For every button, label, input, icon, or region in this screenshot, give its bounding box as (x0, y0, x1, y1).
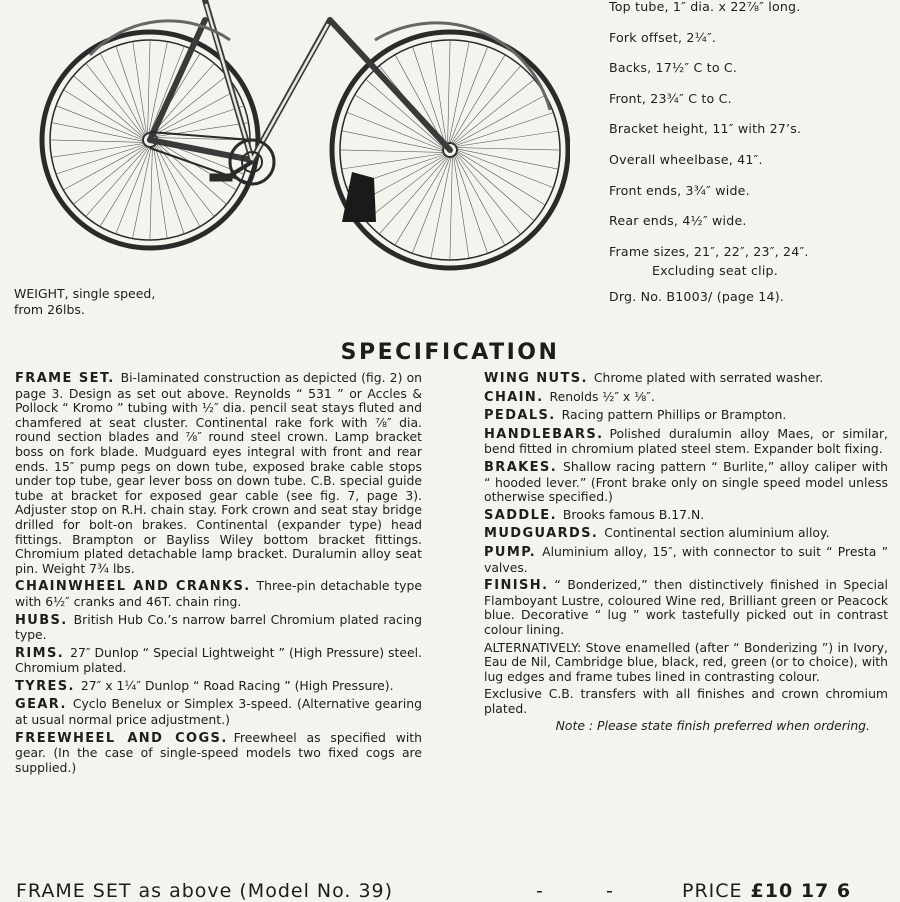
specification-title: SPECIFICATION (340, 340, 560, 365)
spec-tyres (15, 679, 422, 695)
spec-heading: PUMP. (484, 544, 537, 560)
dim-fork-offset: Fork offset, 2¼″. (609, 29, 717, 45)
spec-text: Cyclo Benelux or Simplex 3-speed. (Alternative gearing at usual normal price adjustment.) (15, 696, 422, 728)
spec-text: “ Bonderized,” then distinctively finished in Special Flamboyant Lustre, coloured Wine red, Brilliant green or Peacock blue. Decorative “ lug ” work tastefully picked out in contrast colour lining. (484, 577, 888, 637)
price-line-dash-1: - (536, 880, 544, 902)
spec-heading: BRAKES. (484, 459, 558, 475)
spec-heading: RIMS. (15, 645, 65, 661)
spec-text: 27″ x 1¼″ Dunlop “ Road Racing ” (High Pressure). (80, 677, 394, 693)
spec-pedals (484, 408, 888, 424)
weight-caption (14, 286, 155, 318)
bicycle-illustration (30, 0, 570, 282)
weight-line-2: from 26lbs. (14, 302, 85, 317)
dim-wheelbase: Overall wheelbase, 41″. (609, 151, 763, 167)
spec-text: Chrome plated with serrated washer. (593, 370, 824, 385)
spec-text: Renolds ½″ x ⅛″. (549, 388, 655, 404)
spec-text: Brooks famous B.17.N. (562, 506, 705, 522)
spec-exclusive-transfers: Exclusive C.B. transfers with all finishes and crown chromium plated. (484, 686, 888, 716)
drawing-reference: Drg. No. B1003/ (page 14). (609, 289, 785, 304)
spec-text: Polished duralumin alloy Maes, or similar, bend fitted in chromium plated steel stem. Expander bolt fixing. (484, 425, 888, 457)
spec-frame-set (15, 371, 422, 576)
spec-heading: HANDLEBARS. (484, 426, 604, 442)
spec-text: Bi-laminated construction as depicted (fig. 2) on page 3. Design as set out above. Reynolds “ 531 ” or Accles & Pollock “ Kromo ” tubing with ½″ dia. pencil seat stays fluted and chamfered at seat cluster. Continental rake fork with ⅞″ dia. round section blades and ⅞″ round steel crown. Lamp bracket boss on fork blade. Mudguard eyes integral with front and rear ends. 15″ pump pegs on down tube, exposed brake cable stops under top tube, gear lever boss on down tube. C.B. special guide tube at bracket for exposed gear cable (see fig. 7, page 3). Adjuster stop on R.H. chain stay. Fork crown and seat stay bridge drilled for bolt-on brakes. Continental (expander type) head fittings. Brampton or Bayliss Wiley bottom bracket fittings. Chromium plated detachable lamp bracket. Duralumin alloy seat pin. Weight 7¾ lbs. (15, 370, 422, 576)
dim-top-tube: Top tube, 1″ dia. x 22⅞″ long. (609, 0, 801, 14)
spec-text: 27″ Dunlop “ Special Lightweight ” (High Pressure) steel. Chromium plated. (15, 644, 422, 676)
price-line-dash-2: - (606, 880, 614, 902)
dim-rear-ends: Rear ends, 4½″ wide. (609, 213, 747, 229)
price-label: PRICE (682, 880, 743, 902)
spec-text: Racing pattern Phillips or Brampton. (561, 407, 787, 423)
spec-freewheel (15, 731, 422, 776)
spec-text: Three-pin detachable type with 6½″ cranks and 46T. chain ring. (15, 578, 422, 609)
dim-sub-text: Excluding seat clip. (652, 263, 778, 279)
spec-pump (484, 545, 888, 575)
dim-backs: Backs, 17½″ C to C. (609, 60, 738, 76)
dim-bracket-height: Bracket height, 11″ with 27’s. (609, 121, 802, 137)
spec-chainwheel (15, 579, 422, 609)
spec-wing-nuts (484, 371, 888, 387)
spec-heading: FREEWHEEL AND COGS. (15, 730, 228, 746)
dim-frame-sizes-note (609, 263, 894, 278)
spec-heading: WING NUTS. (484, 371, 588, 386)
spec-heading: PEDALS. (484, 408, 556, 424)
spec-hubs (15, 613, 422, 643)
spec-heading: MUDGUARDS. (484, 526, 599, 542)
dim-frame-sizes: Frame sizes, 21″, 22″, 23″, 24″. (609, 243, 809, 259)
spec-left-column (15, 371, 422, 778)
price-line-label: FRAME SET as above (Model No. 39) (16, 880, 394, 902)
spec-brakes (484, 460, 888, 505)
dim-front: Front, 23¾″ C to C. (609, 90, 732, 106)
spec-alternatively: ALTERNATIVELY: Stove enamelled (after “ Bonderizing ”) in Ivory, Eau de Nil, Cambridge blue, black, red, green (or to choice), with lug edges and frame tubes lined in contrasting colour. (484, 639, 888, 684)
price-amount: £10 17 6 (750, 880, 852, 902)
spec-heading: CHAIN. (484, 389, 544, 405)
spec-right-column (484, 371, 888, 734)
spec-text: Shallow racing pattern “ Burlite,” alloy caliper with “ hooded lever.” (Front brake only on single speed model unless otherwise specified.) (484, 458, 888, 505)
spec-saddle (484, 508, 888, 524)
finish-note: Note : Please state finish preferred when ordering. (555, 718, 870, 734)
spec-mudguards (484, 526, 888, 542)
price-block (682, 880, 851, 902)
spec-text: Freewheel as specified with gear. (In the case of single-speed models two fixed cogs are supplied.) (15, 729, 422, 775)
spec-finish (484, 578, 888, 637)
weight-line-1: WEIGHT, single speed, (14, 286, 156, 301)
spec-heading: SADDLE. (484, 507, 557, 523)
spec-heading: TYRES. (15, 678, 75, 694)
spec-heading: HUBS. (15, 612, 68, 628)
spec-text: Continental section aluminium alloy. (604, 525, 830, 541)
spec-chain (484, 390, 888, 406)
spec-text: British Hub Co.’s narrow barrel Chromium plated racing type. (15, 611, 422, 643)
dim-front-ends: Front ends, 3¾″ wide. (609, 182, 750, 198)
spec-rims (15, 646, 422, 676)
spec-gear (15, 697, 422, 727)
spec-handlebars (484, 427, 888, 457)
spec-heading: GEAR. (15, 697, 67, 713)
spec-heading: FRAME SET. (15, 371, 115, 386)
spec-heading: FINISH. (484, 578, 549, 594)
dimensions-list (609, 0, 894, 278)
spec-text: Aluminium alloy, 15″, with connector to suit “ Presta ” valves. (484, 543, 888, 575)
spec-heading: CHAINWHEEL AND CRANKS. (15, 579, 251, 595)
